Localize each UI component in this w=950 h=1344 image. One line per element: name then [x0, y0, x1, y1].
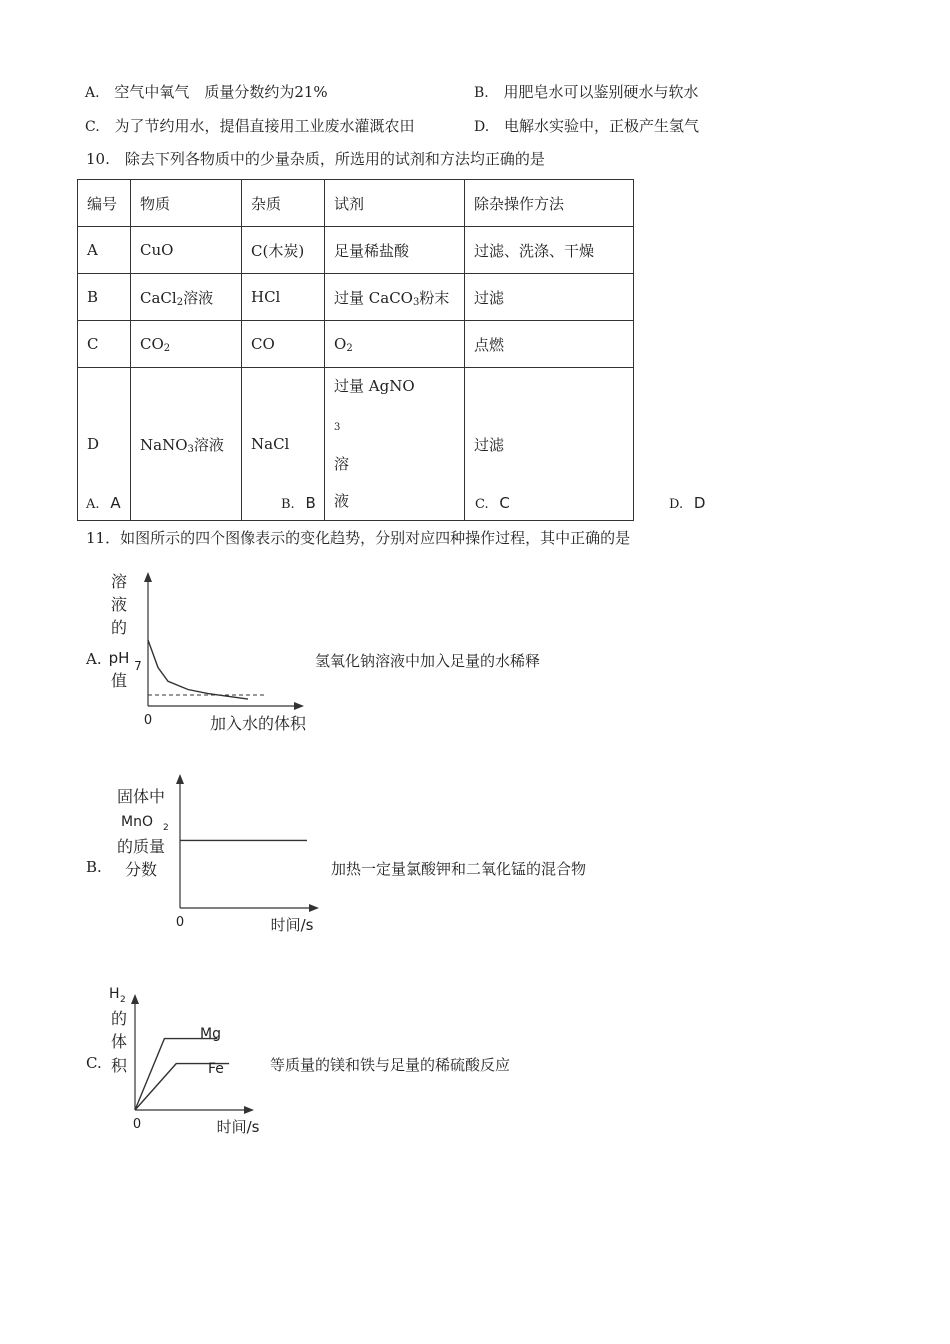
reagent-line — [334, 368, 464, 483]
formula-suffix: 溶液 — [183, 288, 214, 307]
origin-label: 0 — [132, 1117, 142, 1132]
ylabel-line: 固体中 — [116, 787, 166, 806]
xlabel: 时间/s — [216, 1118, 260, 1136]
header-cell: 物质 — [131, 180, 242, 227]
y-axis-arrow — [144, 572, 152, 582]
ylabel-line: 体 — [110, 1032, 128, 1051]
answer-value: B — [305, 494, 316, 512]
option-text: 空气中氧气 质量分数约为21% — [114, 83, 328, 101]
table-row — [78, 227, 634, 274]
row-reagent — [325, 368, 465, 521]
q11-option-b-letter: B. — [86, 858, 102, 876]
chart-b — [105, 768, 335, 938]
q11-option-b-description: 加热一定量氯酸钾和二氧化锰的混合物 — [331, 860, 587, 878]
row-method: 过滤 — [465, 368, 634, 521]
formula-subscript: 2 — [346, 342, 353, 354]
reagent-line: 液 — [334, 492, 350, 510]
ylabel-line: 液 — [110, 595, 128, 614]
q11-stem: 11．如图所示的四个图像表示的变化趋势，分别对应四种操作过程，其中正确的是 — [86, 529, 631, 547]
option-letter: A. — [85, 85, 100, 101]
formula-text: O — [334, 334, 347, 353]
row-substance — [131, 274, 242, 321]
series-label-mg: Mg — [200, 1026, 221, 1042]
ylabel-line: MnO — [121, 814, 153, 830]
formula-text: CO — [140, 334, 164, 353]
option-letter: C. — [85, 119, 100, 135]
row-id: C — [78, 321, 131, 368]
answer-value: D — [693, 494, 706, 512]
option-text: 用肥皂水可以鉴别硬水与软水 — [503, 83, 699, 101]
row-impurity: HCl — [242, 274, 325, 321]
q10-stem: 10. 除去下列各物质中的少量杂质，所选用的试剂和方法均正确的是 — [86, 150, 545, 168]
option-letter: D. — [474, 119, 490, 135]
row-id: D — [78, 368, 131, 521]
q11-option-c-letter: C. — [86, 1054, 102, 1072]
ylabel-line: 的质量 — [116, 837, 166, 856]
ylabel-line: H — [109, 986, 120, 1002]
header-cell: 除杂操作方法 — [465, 180, 634, 227]
answer-letter: D. — [669, 497, 684, 512]
row-id: B — [78, 274, 131, 321]
row-substance — [131, 368, 242, 521]
q10-answer-d[interactable] — [669, 494, 705, 512]
q9-option-a — [85, 81, 328, 102]
table-row — [78, 368, 634, 521]
answer-letter: C. — [475, 497, 489, 512]
formula-text: NaNO — [140, 435, 188, 454]
q10-table — [77, 179, 634, 521]
formula-suffix: 粉末 — [419, 288, 450, 307]
formula-text: CaCl — [140, 288, 177, 307]
ylabel-line: 积 — [110, 1056, 128, 1075]
reference-label: 7 — [134, 659, 142, 673]
ylabel-line: pH — [108, 649, 130, 667]
row-method: 过滤 — [465, 274, 634, 321]
row-reagent: 足量稀盐酸 — [325, 227, 465, 274]
row-reagent — [325, 321, 465, 368]
row-reagent — [325, 274, 465, 321]
formula-subscript: 3 — [187, 443, 194, 455]
row-id: A — [78, 227, 131, 274]
formula-suffix: 溶 — [334, 455, 350, 473]
q10-answer-b[interactable] — [281, 494, 316, 512]
ylabel-subscript: 2 — [163, 823, 169, 833]
ylabel-line: 值 — [110, 671, 128, 690]
chart-c — [100, 980, 270, 1140]
header-cell: 编号 — [78, 180, 131, 227]
header-cell: 试剂 — [325, 180, 465, 227]
row-impurity: CO — [242, 321, 325, 368]
q10-answer-c[interactable] — [475, 494, 510, 512]
y-axis-arrow — [131, 994, 139, 1004]
ylabel-line: 的 — [110, 618, 128, 637]
answer-letter: A. — [86, 497, 100, 512]
row-impurity: C(木炭) — [242, 227, 325, 274]
option-text: 为了节约用水，提倡直接用工业废水灌溉农田 — [114, 117, 415, 135]
origin-label: 0 — [143, 713, 153, 728]
q9-option-b — [474, 81, 699, 102]
formula-text: 过量 AgNO — [334, 377, 415, 395]
formula-subscript: 2 — [176, 296, 184, 308]
option-letter: B. — [474, 85, 489, 101]
table-row — [78, 274, 634, 321]
xlabel: 时间/s — [270, 916, 314, 934]
answer-value: A — [110, 494, 121, 512]
series-line-mg — [135, 1039, 217, 1110]
x-axis-arrow — [294, 702, 304, 710]
q11-option-a-letter: A. — [86, 650, 102, 668]
table-header-row — [78, 180, 634, 227]
ylabel-line: 溶 — [110, 572, 128, 591]
row-method: 点燃 — [465, 321, 634, 368]
row-method: 过滤、洗涤、干燥 — [465, 227, 634, 274]
formula-suffix: 溶液 — [193, 435, 224, 454]
formula-text: 过量 CaCO — [334, 288, 413, 307]
q9-option-d — [474, 115, 699, 136]
row-substance: CuO — [131, 227, 242, 274]
xlabel: 加入水的体积 — [209, 714, 307, 733]
y-axis-arrow — [176, 774, 184, 784]
formula-subscript: 2 — [163, 342, 171, 354]
answer-letter: B. — [281, 497, 295, 512]
origin-label: 0 — [175, 915, 185, 930]
option-text: 电解水实验中，正极产生氢气 — [503, 117, 699, 135]
q11-option-c-description: 等质量的镁和铁与足量的稀硫酸反应 — [270, 1056, 511, 1074]
table-row — [78, 321, 634, 368]
formula-subscript: 3 — [334, 422, 341, 433]
x-axis-arrow — [244, 1106, 254, 1114]
q10-answer-a[interactable] — [86, 494, 121, 512]
chart-a — [100, 568, 320, 738]
series-line — [148, 640, 248, 699]
q11-option-a-description: 氢氧化钠溶液中加入足量的水稀释 — [315, 652, 541, 670]
ylabel-subscript: 2 — [120, 995, 126, 1005]
formula-subscript: 3 — [412, 296, 420, 308]
row-substance — [131, 321, 242, 368]
ylabel-line: 的 — [110, 1009, 128, 1028]
row-impurity: NaCl — [242, 368, 325, 521]
series-label-fe: Fe — [208, 1061, 224, 1077]
answer-value: C — [499, 494, 510, 512]
header-cell: 杂质 — [242, 180, 325, 227]
x-axis-arrow — [309, 904, 319, 912]
q9-option-c — [85, 115, 414, 136]
ylabel-line: 分数 — [124, 860, 158, 879]
